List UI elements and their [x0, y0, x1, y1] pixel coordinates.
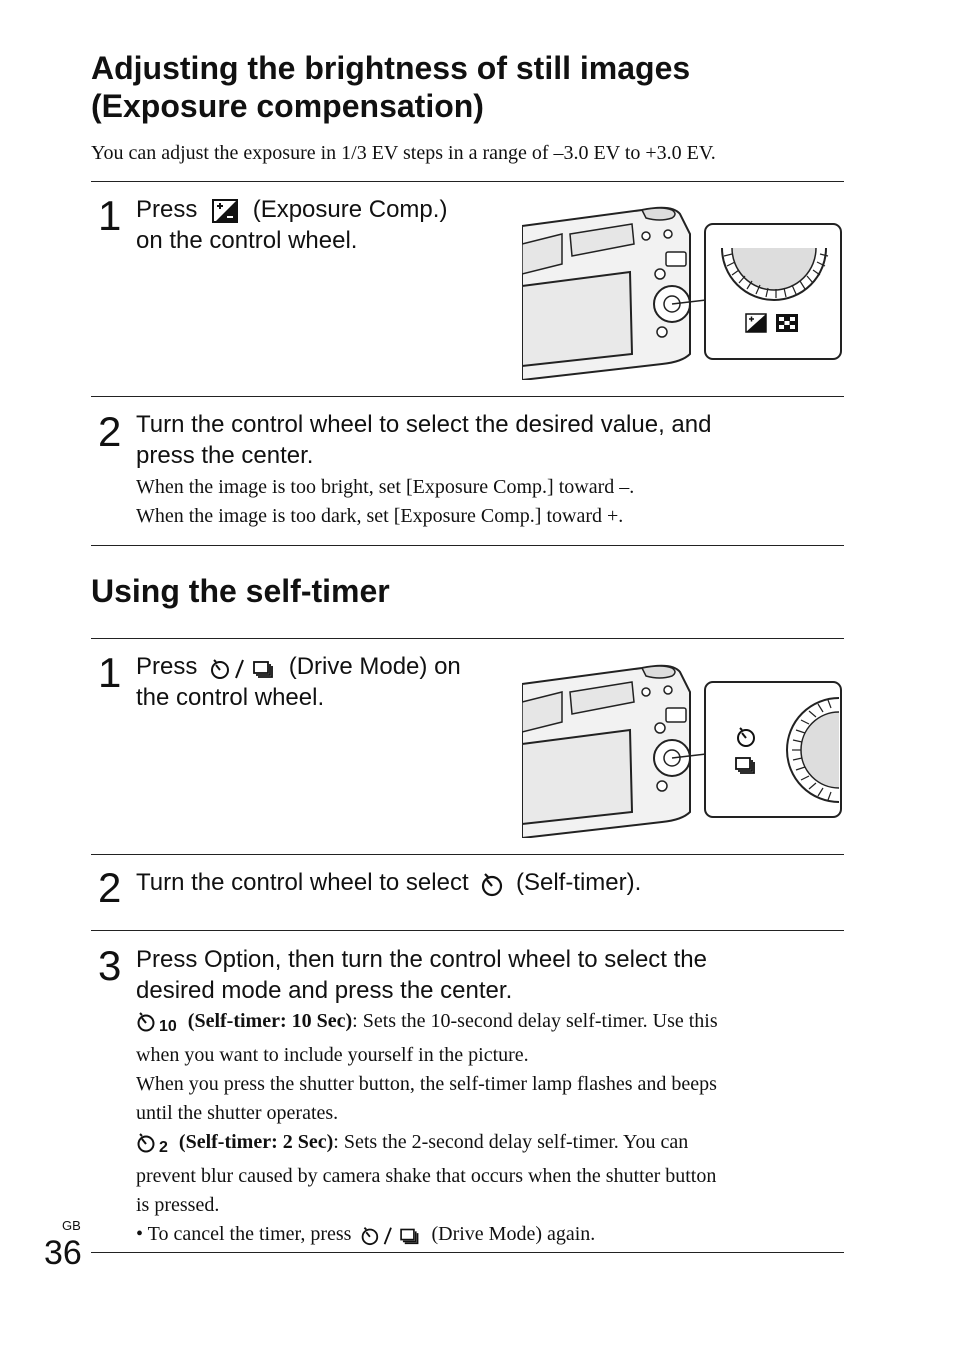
- page-number: 36: [44, 1234, 82, 1272]
- option-desc: : Sets the 2-second delay self-timer. You can: [333, 1131, 689, 1153]
- step-text-part: (Exposure Comp.): [252, 196, 448, 223]
- step-options: [136, 1007, 844, 1249]
- bullet-text: (Drive Mode) again.: [431, 1223, 596, 1245]
- option-desc-line: when you want to include yourself in the picture.: [136, 1044, 529, 1066]
- step-text-part: Press: [136, 653, 198, 680]
- divider: [91, 181, 844, 182]
- step-text-part: (Self-timer).: [515, 869, 642, 896]
- exposure-comp-icon: [746, 314, 766, 332]
- drive-mode-icon: [358, 1224, 424, 1246]
- section-title-line1: Adjusting the brightness of still images: [91, 50, 691, 86]
- divider: [91, 930, 844, 931]
- option-desc-line: until the shutter operates.: [136, 1102, 339, 1124]
- option-self-timer-10: [136, 1007, 844, 1041]
- option-desc-line: When you press the shutter button, the self-timer lamp flashes and beeps: [136, 1073, 717, 1095]
- option-label: (Self-timer: 10 Sec): [187, 1010, 353, 1032]
- step-text-part: Press: [136, 196, 198, 223]
- divider: [91, 854, 844, 855]
- step-number: 1: [98, 192, 122, 239]
- self-timer-10-icon: [136, 1011, 158, 1033]
- step-note: [136, 473, 634, 531]
- step-number: 1: [98, 649, 122, 696]
- step-text-part: on the control wheel.: [136, 227, 358, 254]
- step-number: 2: [98, 408, 122, 455]
- step-number: 2: [98, 864, 122, 911]
- step-text: [136, 944, 707, 1006]
- step-text-part: desired mode and press the center.: [136, 977, 513, 1004]
- camera-illustration-self-timer: [522, 662, 844, 838]
- step-text-part: Turn the control wheel to select the desired value, and: [136, 411, 712, 438]
- timer-subscript: 10: [159, 1018, 177, 1035]
- exposure-comp-icon: [212, 199, 238, 223]
- divider: [91, 545, 844, 546]
- footer-rule: [91, 1252, 844, 1253]
- note-line: When the image is too dark, set [Exposure Comp.] toward +.: [136, 505, 624, 527]
- intro-text: You can adjust the exposure in 1/3 EV steps in a range of –3.0 EV to +3.0 EV.: [91, 142, 716, 164]
- camera-illustration-exposure: [522, 204, 844, 380]
- step-text: [136, 194, 447, 256]
- note-line: When the image is too bright, set [Exposure Comp.] toward –.: [136, 476, 635, 498]
- step-text-part: (Drive Mode) on: [288, 653, 461, 680]
- step-text-part: press the center.: [136, 442, 314, 469]
- step-text-part: the control wheel.: [136, 684, 325, 711]
- self-timer-2-icon: [136, 1132, 158, 1154]
- step-text-part: Press Option, then turn the control wheel to select the: [136, 946, 707, 973]
- step-number: 3: [98, 942, 122, 989]
- cancel-timer-note: [136, 1220, 844, 1249]
- divider: [91, 638, 844, 639]
- divider: [91, 396, 844, 397]
- drive-mode-icon: [208, 656, 278, 680]
- step-text: [136, 651, 461, 713]
- section-title-line2: (Exposure compensation): [91, 88, 484, 124]
- section-title-exposure: [91, 49, 690, 125]
- option-self-timer-2: [136, 1128, 844, 1162]
- option-label: (Self-timer: 2 Sec): [178, 1131, 334, 1153]
- continuous-shooting-icon: [736, 758, 754, 773]
- metering-icon: [776, 314, 798, 332]
- step-text-part: Turn the control wheel to select: [136, 869, 469, 896]
- section-title-self-timer: Using the self-timer: [91, 573, 390, 609]
- self-timer-icon: [479, 871, 505, 897]
- step-text: [136, 409, 711, 471]
- timer-subscript: 2: [159, 1139, 168, 1156]
- step-text: [136, 867, 641, 898]
- option-desc-line: prevent blur caused by camera shake that occurs when the shutter button: [136, 1165, 717, 1187]
- region-label: GB: [62, 1218, 81, 1233]
- bullet-text: • To cancel the timer, press: [136, 1223, 352, 1245]
- option-desc-line: is pressed.: [136, 1194, 220, 1216]
- option-desc: : Sets the 10-second delay self-timer. Use this: [352, 1010, 718, 1032]
